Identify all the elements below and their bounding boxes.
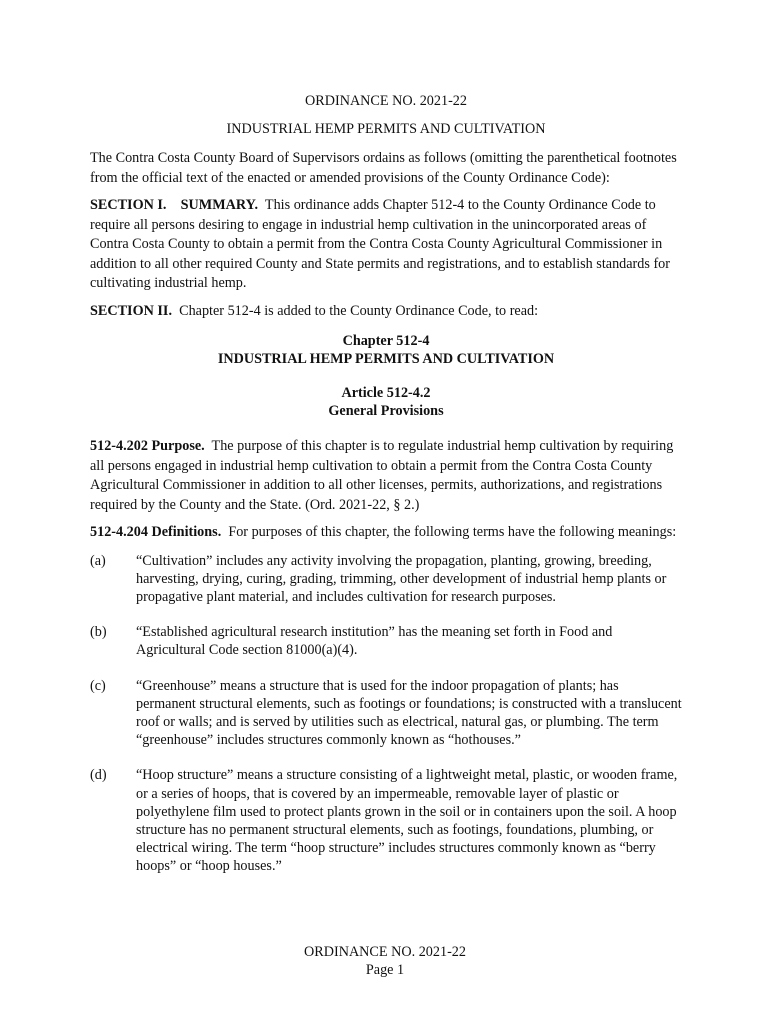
definition-item [90, 766, 682, 875]
definition-label: (c) [90, 677, 106, 694]
document-page [90, 92, 682, 893]
page-footer [0, 943, 770, 979]
definitions-heading: 512-4.204 Definitions. [90, 524, 222, 540]
section-1-text: This ordinance adds Chapter 512-4 to the County Ordinance Code to require all persons desiring to engage in industrial hemp cultivation in the unincorporated areas of Contra Costa County to obtain a permit from the Contra Costa County Agricultural Commissioner in addition to all other required County and State permits and registrations, and to establish standards for cultivating industrial hemp. [90, 197, 670, 291]
chapter-number: Chapter 512-4 [342, 333, 430, 349]
article-title: General Provisions [328, 402, 444, 419]
definition-item [90, 623, 682, 659]
section-2-label: SECTION II. [90, 302, 173, 319]
purpose-heading: 512-4.202 Purpose. [90, 438, 205, 454]
definition-text: “Established agricultural research institution” has the meaning set forth in Food and Agricultural Code section 81000(a)(4). [136, 624, 613, 659]
definition-label: (a) [90, 552, 106, 569]
definition-item [90, 677, 682, 750]
ordinance-title: INDUSTRIAL HEMP PERMITS AND CULTIVATION [226, 121, 546, 137]
footer-ordinance-number: ORDINANCE NO. 2021-22 [304, 944, 466, 960]
section-1-heading: SUMMARY. [180, 197, 259, 213]
purpose-text: The purpose of this chapter is to regulate industrial hemp cultivation by requiring all persons engaged in industrial hemp cultivation to obtain a permit from the Contra Costa County Agricultural Commissioner in addition to all other licenses, permits, authorizations, and registrations required by the County and the State. (Ord. 2021-22, § 2.) [90, 438, 674, 513]
purpose-paragraph [90, 437, 682, 515]
definition-item [90, 552, 682, 607]
intro-paragraph: The Contra Costa County Board of Supervisors ordains as follows (omitting the parenthetical footnotes from the official text of the enacted or amended provisions of the County Ordinance Code): [90, 150, 677, 186]
definition-text: “Greenhouse” means a structure that is used for the indoor propagation of plants; has permanent structural elements, such as footings or foundations; is constructed with a translucent roof or walls; and is served by utilities such as electrical, natural gas, or plumbing. The term “greenhouse” includes structures commonly known as “hothouses.” [136, 677, 682, 749]
section-2-text: Chapter 512-4 is added to the County Ordinance Code, to read: [179, 302, 539, 319]
definition-label: (d) [90, 767, 107, 784]
definition-text: “Cultivation” includes any activity involving the propagation, planting, growing, breeding, harvesting, drying, curing, grading, trimming, other development of industrial hemp plants or propagative plant material, and includes cultivation for research purposes. [136, 552, 667, 605]
definition-label: (b) [90, 624, 107, 641]
section-1 [90, 196, 682, 294]
definitions-paragraph [90, 523, 682, 543]
page-number: Page 1 [365, 962, 405, 978]
definition-text: “Hoop structure” means a structure consisting of a lightweight metal, plastic, or wooden frame, or a series of hoops, that is covered by an impermeable, removable layer of plastic or polyethylene film used to protect plants grown in the soil or in containers upon the soil. A hoop structure has no permanent structural elements, such as footings, foundations, plumbing, or electrical wiring. The term “hoop structure” includes structures commonly known as “berry hoops” or “hoop houses.” [136, 767, 678, 875]
ordinance-number: ORDINANCE NO. 2021-22 [305, 93, 467, 109]
definitions-text: For purposes of this chapter, the following terms have the following meanings: [228, 524, 677, 540]
section-2 [90, 302, 682, 322]
article-number: Article 512-4.2 [341, 385, 431, 401]
chapter-title: INDUSTRIAL HEMP PERMITS AND CULTIVATION [217, 350, 555, 367]
section-1-label: SECTION I. [90, 197, 167, 213]
